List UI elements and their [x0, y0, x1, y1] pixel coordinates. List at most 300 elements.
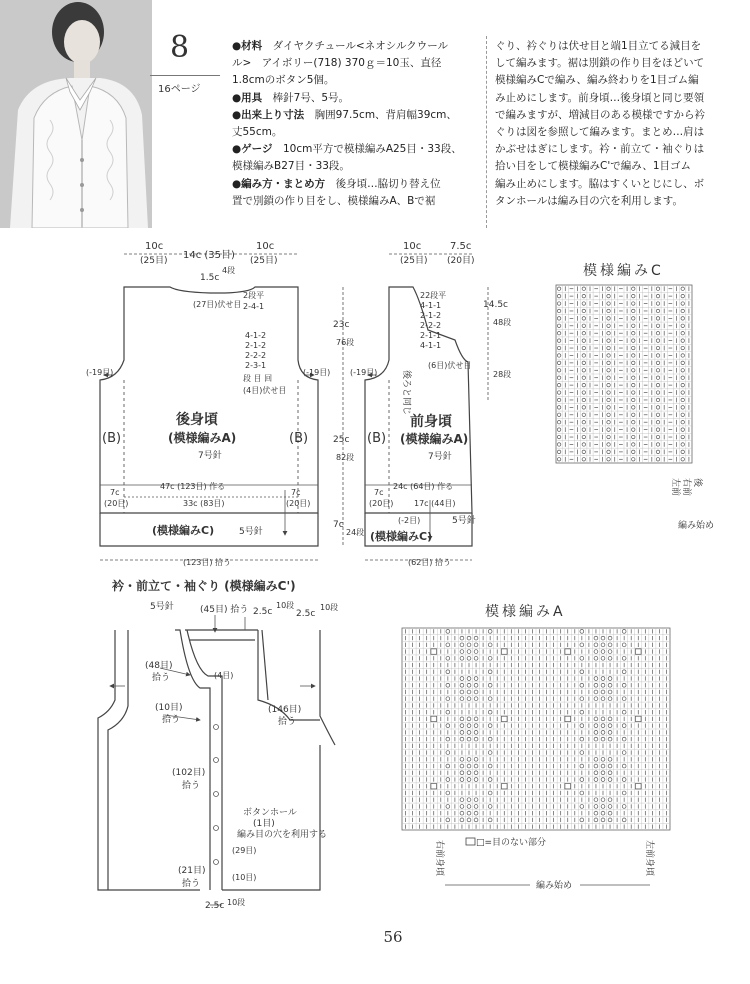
collar-title: 衿・前立て・袖ぐり (模様編みC') [112, 579, 296, 593]
yarn-over-symbol [607, 294, 610, 297]
chart-c-start: 編み始め [678, 521, 715, 531]
yarn-over-symbol [580, 818, 584, 822]
front-neck-bindoff: (6目)伏せ目 [428, 361, 472, 370]
back-height-bottom-rows: 24段 [346, 528, 365, 537]
yarn-over-symbol [656, 354, 659, 357]
yarn-over-symbol [594, 730, 598, 734]
yarn-over-symbol [656, 458, 659, 461]
yarn-over-symbol [632, 391, 635, 394]
buttonhole-label-2: (1目) [253, 819, 275, 829]
chart-a-label-left-front: 左前身頃 [644, 840, 654, 877]
yarn-over-symbol [608, 636, 612, 640]
yarn-over-symbol [488, 656, 492, 660]
yarn-over-symbol [467, 697, 471, 701]
front-top-left-stitches: (25目) [400, 256, 428, 266]
yarn-over-symbol [681, 317, 684, 320]
yarn-over-symbol [580, 724, 584, 728]
yarn-over-symbol [580, 805, 584, 809]
collar-pickup-10: (10目) [155, 703, 183, 713]
yarn-over-symbol [632, 406, 635, 409]
no-stitch-symbol [565, 784, 571, 789]
yarn-over-symbol [622, 818, 626, 822]
collar-top-rows: 10段 [276, 601, 295, 610]
yarn-over-symbol [607, 435, 610, 438]
back-neck-depth: 1.5c [200, 273, 220, 283]
back-armhole-bindoff: (4目)伏せ目 [243, 386, 287, 395]
yarn-over-symbol [607, 317, 610, 320]
yarn-over-symbol [474, 643, 478, 647]
back-subtitle: (模様編みA) [168, 431, 237, 445]
yarn-over-symbol [467, 636, 471, 640]
yarn-over-symbol [608, 798, 612, 802]
yarn-over-symbol [681, 346, 684, 349]
back-height-mid: 25c [333, 435, 350, 445]
yarn-over-symbol [580, 656, 584, 660]
yarn-over-symbol [582, 443, 585, 446]
yarn-over-symbol [681, 369, 684, 372]
yarn-over-symbol [582, 450, 585, 453]
yarn-over-symbol [474, 818, 478, 822]
yarn-over-symbol [608, 724, 612, 728]
chart-a-legend-box [466, 838, 475, 845]
yarn-over-symbol [656, 450, 659, 453]
yarn-over-symbol [474, 737, 478, 741]
yarn-over-symbol [580, 710, 584, 714]
yarn-over-symbol [594, 778, 598, 782]
yarn-over-symbol [580, 737, 584, 741]
yarn-over-symbol [656, 287, 659, 290]
yarn-over-symbol [632, 339, 635, 342]
yarn-over-symbol [460, 724, 464, 728]
yarn-over-symbol [681, 398, 684, 401]
yarn-over-symbol [656, 413, 659, 416]
yarn-over-symbol [474, 757, 478, 761]
front-neck-dec-2: 4-1-1 [420, 301, 442, 310]
yarn-over-symbol [467, 818, 471, 822]
method-text-2: 置で別鎖の作り目をし、模様編みA、Bで裾 [232, 194, 436, 207]
yarn-over-symbol [446, 656, 450, 660]
back-pickup-bottom: (123目) 拾う [183, 558, 232, 567]
yarn-over-symbol [557, 428, 560, 431]
yarn-over-symbol [557, 346, 560, 349]
instruction-line: して編みます。裾は別鎖の作り目をほどいて [495, 57, 705, 70]
size-text-1: 胸囲97.5cm、背肩幅39cm、 [314, 108, 457, 121]
yarn-over-symbol [632, 346, 635, 349]
yarn-over-symbol [601, 656, 605, 660]
yarn-over-symbol [557, 406, 560, 409]
chart-c-label-right-front: 右前 [681, 478, 691, 497]
yarn-over-symbol [474, 811, 478, 815]
yarn-over-symbol [460, 771, 464, 775]
collar-top-width-right: 2.5c [296, 609, 316, 619]
gauge-label: ●ゲージ [232, 143, 273, 156]
collar-gap-29: (29目) [232, 846, 257, 855]
yarn-over-symbol [582, 287, 585, 290]
yarn-over-symbol [582, 435, 585, 438]
tools-label: ●用具 [232, 91, 263, 104]
page-reference: 16ページ [158, 84, 201, 95]
yarn-over-symbol [467, 811, 471, 815]
yarn-over-symbol [632, 383, 635, 386]
yarn-over-symbol [488, 751, 492, 755]
back-rib-title: (模様編みC) [152, 524, 215, 537]
yarn-over-symbol [656, 324, 659, 327]
yarn-over-symbol [467, 690, 471, 694]
front-neck-mid-rows: 28段 [493, 370, 512, 379]
yarn-over-symbol [601, 683, 605, 687]
yarn-over-symbol [557, 309, 560, 312]
yarn-over-symbol [632, 331, 635, 334]
yarn-over-symbol [622, 629, 626, 633]
yarn-over-symbol [681, 339, 684, 342]
yarn-over-symbol [622, 670, 626, 674]
yarn-over-symbol [601, 811, 605, 815]
buttonholes [214, 725, 219, 865]
no-stitch-symbol [501, 716, 507, 721]
front-top-right-stitches: (20目) [447, 256, 475, 266]
yarn-over-symbol [460, 798, 464, 802]
yarn-over-symbol [474, 798, 478, 802]
yarn-over-symbol [582, 354, 585, 357]
yarn-over-symbol [582, 369, 585, 372]
yarn-over-symbol [557, 287, 560, 290]
yarn-over-symbol [681, 420, 684, 423]
back-height-top: 23c [333, 320, 350, 330]
back-neck-depth-rows: 4段 [222, 266, 236, 275]
yarn-over-symbol [582, 294, 585, 297]
yarn-over-symbol [467, 757, 471, 761]
yarn-over-symbol [580, 629, 584, 633]
yarn-over-symbol [557, 369, 560, 372]
yarn-over-symbol [557, 302, 560, 305]
yarn-over-symbol [488, 805, 492, 809]
yarn-over-symbol [607, 376, 610, 379]
yarn-over-symbol [656, 391, 659, 394]
chart-a-legend: □=目のない部分 [476, 838, 547, 848]
back-armhole-dec-3: 2-2-2 [245, 351, 267, 360]
back-armhole-dec-4: 2-3-1 [245, 361, 267, 370]
yarn-over-symbol [467, 798, 471, 802]
yarn-over-symbol [488, 778, 492, 782]
yarn-over-symbol [607, 391, 610, 394]
no-stitch-symbol [635, 784, 641, 789]
yarn-over-symbol [607, 450, 610, 453]
no-stitch-symbol [635, 716, 641, 721]
yarn-over-symbol [632, 317, 635, 320]
yarn-over-symbol [467, 724, 471, 728]
yarn-over-symbol [608, 683, 612, 687]
buttonhole-label-3: 編み目の穴を利用する [237, 830, 328, 840]
yarn-over-symbol [607, 369, 610, 372]
yarn-over-symbol [594, 757, 598, 761]
yarn-over-symbol [656, 398, 659, 401]
yarn-over-symbol [460, 757, 464, 761]
collar-pickup-neck-label: 拾う [152, 673, 171, 683]
yarn-over-symbol [460, 737, 464, 741]
chart-a-grid [402, 628, 670, 830]
back-corner-left-stitches: (20目) [104, 499, 129, 508]
yarn-over-symbol [632, 376, 635, 379]
yarn-over-symbol [582, 331, 585, 334]
chart-c-grid [556, 285, 692, 463]
front-side-b: (B) [367, 431, 387, 446]
front-neck-height-rows: 48段 [493, 318, 512, 327]
back-side-rows-right: (-19目) [303, 368, 331, 377]
yarn-over-symbol [608, 656, 612, 660]
yarn-over-symbol [601, 818, 605, 822]
yarn-over-symbol [557, 383, 560, 386]
yarn-over-symbol [460, 677, 464, 681]
yarn-over-symbol [656, 294, 659, 297]
yarn-over-symbol [557, 324, 560, 327]
collar-needle: 5号針 [150, 602, 174, 612]
yarn-over-symbol [446, 643, 450, 647]
front-neck-dec-5: 2-1-1 [420, 331, 442, 340]
yarn-over-symbol [594, 805, 598, 809]
yarn-over-symbol [594, 798, 598, 802]
front-top-left-width: 10c [403, 241, 422, 252]
yarn-over-symbol [557, 435, 560, 438]
collar-stitch-4: (4目) [214, 671, 234, 680]
yarn-over-symbol [681, 302, 684, 305]
no-stitch-symbol [431, 649, 437, 654]
materials-text-1: ダイヤクチュール<ネオシルクウール [272, 40, 449, 52]
back-title: 後身頃 [176, 412, 218, 428]
yarn-over-symbol [460, 643, 464, 647]
yarn-over-symbol [557, 413, 560, 416]
yarn-over-symbol [467, 683, 471, 687]
yarn-over-symbol [607, 443, 610, 446]
instruction-line: 模様編みCで編み、編み終わりを1目ゴム編 [495, 74, 699, 87]
front-title: 前身頃 [410, 414, 452, 430]
front-neck-dec-1: 22段平 [420, 291, 447, 300]
yarn-over-symbol [460, 811, 464, 815]
yarn-over-symbol [474, 805, 478, 809]
yarn-over-symbol [580, 697, 584, 701]
back-top-left-stitches: (25目) [140, 256, 168, 266]
yarn-over-symbol [460, 778, 464, 782]
yarn-over-symbol [474, 636, 478, 640]
back-top-right-stitches: (25目) [250, 256, 278, 266]
yarn-over-symbol [601, 636, 605, 640]
instruction-line: タンホールは編み目の穴を利用します。 [495, 194, 683, 207]
instruction-line: 拾い目をして模様編みC'で編み、1目ゴム [495, 160, 692, 173]
chart-c-label-back: 後 [692, 478, 702, 488]
back-top-center-width: 14c (35目) [183, 250, 235, 261]
yarn-over-symbol [622, 683, 626, 687]
yarn-over-symbol [656, 302, 659, 305]
yarn-over-symbol [608, 650, 612, 654]
yarn-over-symbol [601, 650, 605, 654]
yarn-over-symbol [446, 778, 450, 782]
yarn-over-symbol [608, 764, 612, 768]
yarn-over-symbol [474, 656, 478, 660]
yarn-over-symbol [607, 398, 610, 401]
yarn-over-symbol [467, 771, 471, 775]
yarn-over-symbol [607, 287, 610, 290]
yarn-over-symbol [607, 428, 610, 431]
gauge-text-1: 10cm平方で模様編みA25目・33段、 [282, 143, 462, 156]
tools-text: 棒針7号、5号。 [272, 91, 350, 104]
yarn-over-symbol [656, 428, 659, 431]
yarn-over-symbol [594, 636, 598, 640]
yarn-over-symbol [608, 757, 612, 761]
collar-bottom-rows: 10段 [227, 898, 246, 907]
collar-pickup-146: (146目) [268, 705, 302, 715]
yarn-over-symbol [607, 458, 610, 461]
yarn-over-symbol [580, 683, 584, 687]
collar-pickup-top: (45目) 拾う [200, 605, 249, 615]
back-width-inner: 33c (83目) [183, 499, 225, 508]
yarn-over-symbol [601, 730, 605, 734]
front-rib-needle: 5号針 [452, 516, 476, 526]
yarn-over-symbol [622, 791, 626, 795]
yarn-over-symbol [632, 287, 635, 290]
yarn-over-symbol [622, 656, 626, 660]
yarn-over-symbol [446, 683, 450, 687]
instruction-line: 編み止めにします。脇はすくいとじにし、ボ [495, 177, 705, 190]
yarn-over-symbol [582, 413, 585, 416]
yarn-over-symbol [446, 751, 450, 755]
yarn-over-symbol [582, 383, 585, 386]
back-top-left-width: 10c [145, 241, 164, 252]
materials-text-2: ル> アイボリー(718) 370ｇ＝10玉、直径 [232, 57, 442, 70]
yarn-over-symbol [608, 771, 612, 775]
pattern-number: 8 [170, 30, 190, 65]
method-text-1: 後身頃…脇切り替え位 [335, 177, 441, 190]
yarn-over-symbol [460, 818, 464, 822]
yarn-over-symbol [474, 690, 478, 694]
yarn-over-symbol [446, 818, 450, 822]
yarn-over-symbol [632, 398, 635, 401]
front-neck-dec-3: 2-1-2 [420, 311, 442, 320]
yarn-over-symbol [467, 656, 471, 660]
yarn-over-symbol [607, 413, 610, 416]
yarn-over-symbol [582, 346, 585, 349]
yarn-over-symbol [632, 369, 635, 372]
yarn-over-symbol [607, 324, 610, 327]
yarn-over-symbol [488, 724, 492, 728]
yarn-over-symbol [474, 730, 478, 734]
yarn-over-symbol [656, 406, 659, 409]
back-height-mid-rows: 82段 [336, 453, 355, 462]
yarn-over-symbol [557, 450, 560, 453]
yarn-over-symbol [632, 324, 635, 327]
size-text-2: 丈55cm。 [232, 126, 283, 139]
front-same-as-back: 後ろと同じ [401, 370, 411, 416]
back-top-right-width: 10c [256, 241, 275, 252]
chart-c-title: 模様編みC [583, 263, 664, 279]
yarn-over-symbol [681, 413, 684, 416]
yarn-over-symbol [681, 354, 684, 357]
front-neck-height: 14.5c [483, 300, 508, 310]
yarn-over-symbol [582, 361, 585, 364]
yarn-over-symbol [460, 717, 464, 721]
yarn-over-symbol [607, 302, 610, 305]
yarn-over-symbol [594, 677, 598, 681]
yarn-over-symbol [608, 730, 612, 734]
front-subtitle: (模様編みA) [400, 432, 469, 446]
collar-pickup-102: (102目) [172, 768, 206, 778]
yarn-over-symbol [622, 737, 626, 741]
yarn-over-symbol [580, 778, 584, 782]
yarn-over-symbol [656, 443, 659, 446]
yarn-over-symbol [488, 670, 492, 674]
yarn-over-symbol [608, 690, 612, 694]
yarn-over-symbol [488, 818, 492, 822]
front-needle: 7号針 [428, 452, 452, 462]
yarn-over-symbol [488, 697, 492, 701]
back-corner-left: 7c [110, 488, 120, 497]
yarn-over-symbol [557, 443, 560, 446]
yarn-over-symbol [582, 317, 585, 320]
yarn-over-symbol [608, 643, 612, 647]
yarn-over-symbol [594, 717, 598, 721]
yarn-over-symbol [582, 324, 585, 327]
front-minus-stitches: (-2目) [398, 516, 421, 525]
yarn-over-symbol [557, 376, 560, 379]
materials-text-3: 1.8cmのボタン5個。 [232, 74, 335, 87]
back-side-b-right: (B) [289, 431, 309, 446]
yarn-over-symbol [622, 805, 626, 809]
yarn-over-symbol [467, 643, 471, 647]
yarn-over-symbol [557, 331, 560, 334]
yarn-over-symbol [607, 361, 610, 364]
yarn-over-symbol [601, 643, 605, 647]
yarn-over-symbol [622, 697, 626, 701]
yarn-over-symbol [557, 361, 560, 364]
collar-bottom-width: 2.5c [205, 901, 225, 911]
yarn-over-symbol [580, 764, 584, 768]
yarn-over-symbol [601, 805, 605, 809]
materials-label: ●材料 [232, 40, 263, 52]
yarn-over-symbol [601, 737, 605, 741]
yarn-over-symbol [681, 435, 684, 438]
yarn-over-symbol [632, 309, 635, 312]
yarn-over-symbol [488, 737, 492, 741]
chart-a-label-right-front: 右前身頃 [434, 840, 444, 877]
yarn-over-symbol [632, 354, 635, 357]
yarn-over-symbol [582, 391, 585, 394]
no-stitch-symbol [635, 649, 641, 654]
yarn-over-symbol [580, 791, 584, 795]
yarn-over-symbol [446, 724, 450, 728]
yarn-over-symbol [594, 764, 598, 768]
yarn-over-symbol [632, 302, 635, 305]
yarn-over-symbol [580, 751, 584, 755]
yarn-over-symbol [580, 643, 584, 647]
yarn-over-symbol [460, 690, 464, 694]
front-width-inner: 17c (44目) [414, 499, 456, 508]
front-pickup-bottom: (62目) 拾う [408, 558, 451, 567]
yarn-over-symbol [656, 420, 659, 423]
yarn-over-symbol [580, 670, 584, 674]
yarn-over-symbol [488, 764, 492, 768]
method-label: ●編み方・まとめ方 [232, 177, 326, 190]
yarn-over-symbol [656, 435, 659, 438]
yarn-over-symbol [582, 302, 585, 305]
collar-pickup-102-label: 拾う [182, 781, 201, 791]
front-width-full: 24c (64目) 作る [393, 482, 454, 491]
yarn-over-symbol [681, 383, 684, 386]
yarn-over-symbol [656, 376, 659, 379]
yarn-over-symbol [681, 361, 684, 364]
yarn-over-symbol [656, 383, 659, 386]
back-armhole-dec-1: 4-1-2 [245, 331, 267, 340]
yarn-over-symbol [594, 697, 598, 701]
yarn-over-symbol [582, 428, 585, 431]
yarn-over-symbol [594, 771, 598, 775]
